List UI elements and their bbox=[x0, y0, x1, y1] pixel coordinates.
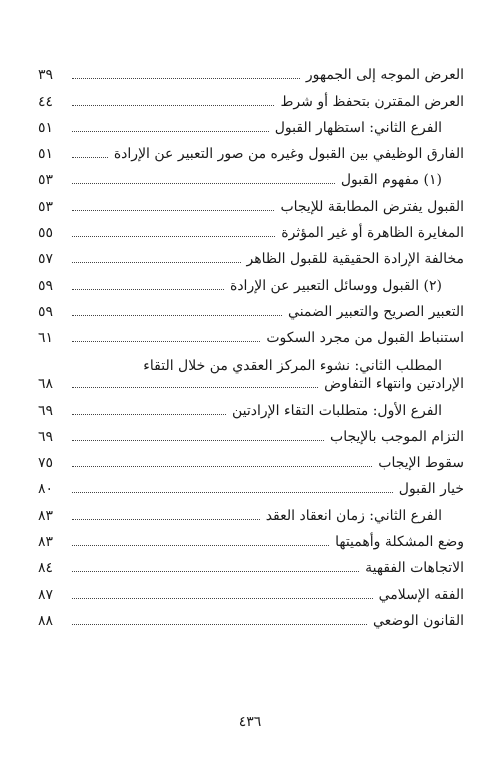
toc-entry-page: ٨٣ bbox=[38, 534, 54, 551]
dot-leader bbox=[72, 105, 274, 106]
toc-entry-page: ٥٩ bbox=[38, 303, 54, 320]
toc-entry bbox=[38, 242, 464, 268]
dot-leader bbox=[72, 598, 373, 599]
toc-entry-title: الفرع الأول: متطلبات التقاء الإرادتين bbox=[232, 402, 442, 419]
dot-leader bbox=[72, 414, 226, 415]
toc-entry bbox=[38, 189, 464, 215]
dot-leader bbox=[72, 183, 335, 184]
toc-entry-page: ٦٩ bbox=[38, 402, 54, 419]
toc-entry-page: ٨٤ bbox=[38, 560, 54, 577]
toc-entry-title-line1: المطلب الثاني: نشوء المركز العقدي من خلال التقاء bbox=[143, 358, 442, 375]
toc-entry-title: القبول يفترض المطابقة للإيجاب bbox=[280, 198, 464, 215]
dot-leader bbox=[72, 315, 282, 316]
toc-entry-title: المغايرة الظاهرة أو غير المؤثرة bbox=[281, 225, 464, 242]
toc-entry bbox=[38, 393, 464, 419]
toc-entry-page: ٥٧ bbox=[38, 251, 54, 268]
toc-entry-title: الاتجاهات الفقهية bbox=[365, 560, 464, 577]
toc-entry-title: العرض المقترن بتحفظ أو شرط bbox=[280, 93, 464, 110]
toc-entry-page: ٨٧ bbox=[38, 586, 54, 603]
toc-entry-page: ٥٣ bbox=[38, 198, 54, 215]
toc-entry bbox=[38, 216, 464, 242]
toc-entry-page: ٦١ bbox=[38, 330, 54, 347]
toc-entry-page: ٥١ bbox=[38, 119, 54, 136]
dot-leader bbox=[72, 236, 275, 237]
toc-entry bbox=[38, 347, 464, 393]
toc-entry-page: ٧٥ bbox=[38, 455, 54, 472]
toc-entry bbox=[38, 137, 464, 163]
toc-entry-title: الفقه الإسلامي bbox=[378, 586, 464, 603]
toc-entry bbox=[38, 604, 464, 630]
dot-leader bbox=[72, 387, 318, 388]
toc-entry-title: التعبير الصريح والتعبير الضمني bbox=[288, 303, 464, 320]
toc-entry bbox=[38, 525, 464, 551]
toc-entry-title: مخالفة الإرادة الحقيقية للقبول الظاهر bbox=[246, 251, 464, 268]
toc-entry-page: ٥٣ bbox=[38, 172, 54, 189]
toc-entry-page: ٨٠ bbox=[38, 481, 54, 498]
toc-entry-page: ٦٨ bbox=[38, 376, 54, 393]
toc-entry-page: ٥٩ bbox=[38, 277, 54, 294]
toc-entry-page: ٨٣ bbox=[38, 507, 54, 524]
dot-leader bbox=[72, 289, 224, 290]
toc-entry-page: ٨٨ bbox=[38, 612, 54, 629]
dot-leader bbox=[72, 157, 108, 158]
page-number: ٤٣٦ bbox=[238, 714, 262, 730]
toc-entry-title: (١) مفهوم القبول bbox=[340, 172, 442, 189]
toc-entry-line2 bbox=[38, 375, 464, 393]
dot-leader bbox=[72, 466, 372, 467]
toc-entry-page: ٥١ bbox=[38, 146, 54, 163]
dot-leader bbox=[72, 571, 359, 572]
toc-entry-title: الفارق الوظيفي بين القبول وغيره من صور التعبير عن الإرادة bbox=[113, 146, 464, 163]
toc-entry bbox=[38, 472, 464, 498]
dot-leader bbox=[72, 78, 300, 79]
toc-entry-title: التزام الموجب بالإيجاب bbox=[330, 428, 464, 445]
toc-entry-page: ٤٤ bbox=[38, 93, 54, 110]
toc-entry-title: القانون الوضعي bbox=[372, 612, 464, 629]
dot-leader bbox=[72, 131, 269, 132]
toc-entry-title: (٢) القبول ووسائل التعبير عن الإرادة bbox=[229, 277, 442, 294]
dot-leader bbox=[72, 624, 367, 625]
dot-leader bbox=[72, 341, 260, 342]
toc-entry bbox=[38, 111, 464, 137]
toc-entry bbox=[38, 420, 464, 446]
toc-entry-title: العرض الموجه إلى الجمهور bbox=[305, 67, 464, 84]
dot-leader bbox=[72, 262, 241, 263]
toc-entry-page: ٥٥ bbox=[38, 225, 54, 242]
toc-entry bbox=[38, 321, 464, 347]
toc-entry-page: ٣٩ bbox=[38, 67, 54, 84]
dot-leader bbox=[72, 492, 393, 493]
toc-entry bbox=[38, 163, 464, 189]
toc-entry-title: الفرع الثاني: زمان انعقاد العقد bbox=[265, 507, 442, 524]
toc-entry-title: الفرع الثاني: استظهار القبول bbox=[274, 119, 442, 136]
toc-entry bbox=[38, 498, 464, 524]
table-of-contents bbox=[38, 58, 464, 630]
toc-entry-title: استنباط القبول من مجرد السكوت bbox=[266, 330, 464, 347]
toc-entry-title: خيار القبول bbox=[398, 481, 464, 498]
toc-entry-wrapped bbox=[38, 357, 464, 393]
toc-entry-title: وضع المشكلة وأهميتها bbox=[335, 534, 464, 551]
toc-entry bbox=[38, 84, 464, 110]
toc-entry-title: سقوط الإيجاب bbox=[378, 455, 464, 472]
toc-entry bbox=[38, 446, 464, 472]
toc-entry bbox=[38, 551, 464, 577]
dot-leader bbox=[72, 210, 274, 211]
toc-entry-page: ٦٩ bbox=[38, 428, 54, 445]
toc-entry bbox=[38, 268, 464, 294]
dot-leader bbox=[72, 519, 260, 520]
toc-entry bbox=[38, 58, 464, 84]
toc-entry bbox=[38, 577, 464, 603]
toc-entry-title-line2: الإرادتين وانتهاء التفاوض bbox=[324, 376, 464, 393]
dot-leader bbox=[72, 440, 324, 441]
dot-leader bbox=[72, 545, 329, 546]
toc-entry bbox=[38, 295, 464, 321]
